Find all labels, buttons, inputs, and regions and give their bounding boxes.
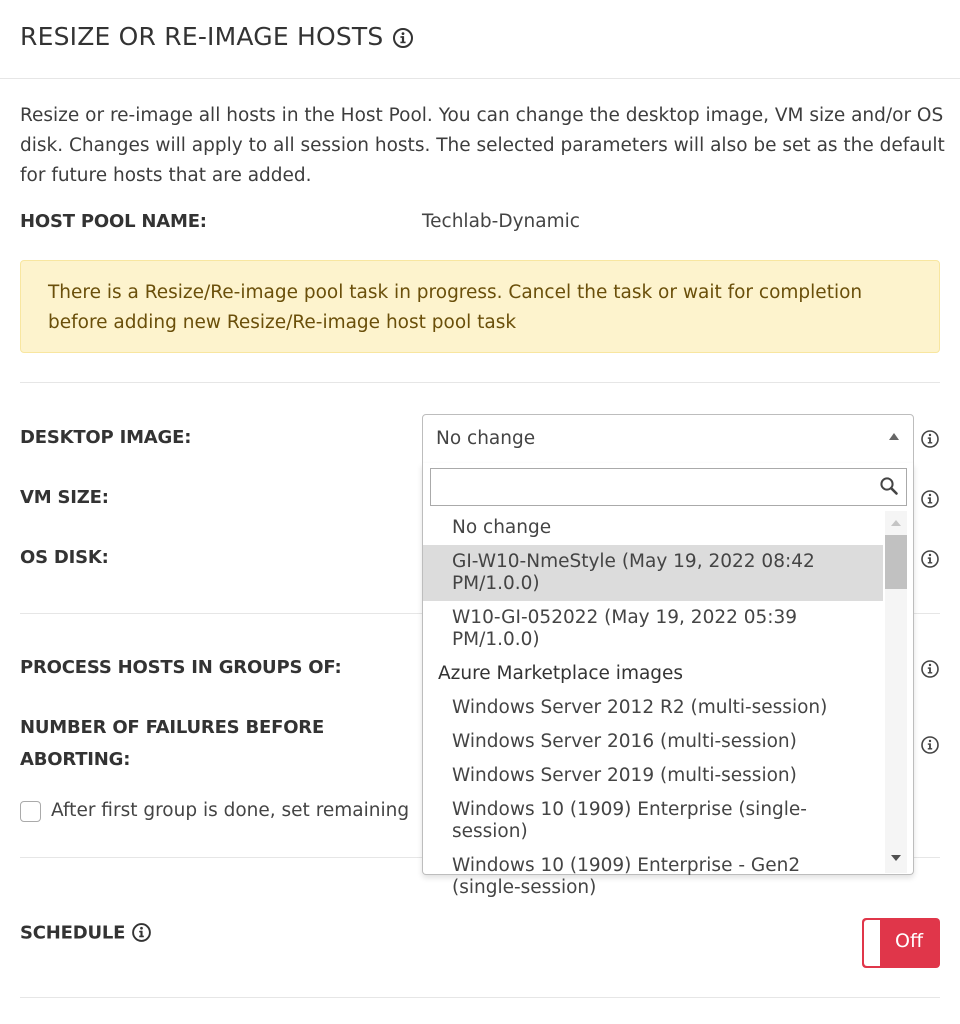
info-circle-icon[interactable] <box>920 429 940 453</box>
desktop-image-label: DESKTOP IMAGE: <box>20 427 192 448</box>
schedule-label-text: SCHEDULE <box>20 922 126 944</box>
dropdown-option[interactable]: GI-W10-NmeStyle (May 19, 2022 08:42 PM/1.0.0) <box>423 545 883 601</box>
search-icon <box>879 476 899 500</box>
dropdown-group-header: Azure Marketplace images <box>438 663 684 684</box>
host-pool-name-label: HOST POOL NAME: <box>20 211 207 232</box>
dropdown-option[interactable]: Windows Server 2012 R2 (multi-session) <box>452 697 828 718</box>
schedule-toggle[interactable] <box>862 918 940 968</box>
scrollbar-thumb[interactable] <box>885 535 907 589</box>
page-title <box>20 22 414 53</box>
info-circle-icon[interactable] <box>920 489 940 513</box>
divider <box>20 997 940 998</box>
vm-size-label: VM SIZE: <box>20 487 109 508</box>
dropdown-option[interactable]: No change <box>452 517 552 538</box>
description-text: Resize or re-image all hosts in the Host Pool. You can change the desktop image, VM size and/or OS disk. Changes will apply to all session hosts. The selected parameters will also be set as the default for future hosts that are added. <box>20 105 945 186</box>
after-first-group-label: After first group is done, set remaining <box>51 800 410 821</box>
toggle-knob <box>864 920 880 966</box>
dropdown-options-list <box>423 511 883 898</box>
task-in-progress-alert: There is a Resize/Re-image pool task in progress. Cancel the task or wait for completion before adding new Resize/Re-image host pool task <box>20 260 940 353</box>
os-disk-label: OS DISK: <box>20 547 109 568</box>
desktop-image-dropdown <box>422 463 914 898</box>
scroll-up-icon[interactable] <box>891 520 901 526</box>
caret-up-icon <box>889 433 899 440</box>
schedule-toggle-label: Off <box>895 930 924 952</box>
desktop-image-selected-value: No change <box>436 428 536 449</box>
dropdown-option[interactable]: Windows 10 (1909) Enterprise - Gen2 (single-session) <box>452 855 801 898</box>
info-circle-icon[interactable] <box>920 735 940 759</box>
desktop-image-select[interactable] <box>422 414 914 464</box>
scroll-down-icon[interactable] <box>891 855 901 861</box>
failures-label-line2: ABORTING: <box>20 749 131 770</box>
dropdown-option[interactable]: Windows 10 (1909) Enterprise (single-session) <box>452 799 807 842</box>
dropdown-option[interactable]: Windows Server 2019 (multi-session) <box>452 765 797 786</box>
info-circle-icon[interactable] <box>131 922 152 945</box>
divider <box>20 382 940 383</box>
info-circle-icon[interactable] <box>392 24 414 53</box>
info-circle-icon[interactable] <box>920 659 940 683</box>
process-groups-label: PROCESS HOSTS IN GROUPS OF: <box>20 657 342 678</box>
failures-label-line1: NUMBER OF FAILURES BEFORE <box>20 717 325 738</box>
schedule-label <box>20 922 152 945</box>
dialog-header <box>0 0 960 79</box>
dropdown-search-input[interactable] <box>430 468 907 506</box>
host-pool-name-value: Techlab-Dynamic <box>422 211 580 232</box>
after-first-group-checkbox[interactable] <box>20 801 41 822</box>
dropdown-option[interactable]: W10-GI-052022 (May 19, 2022 05:39 PM/1.0.0) <box>452 607 798 650</box>
dropdown-option[interactable]: Windows Server 2016 (multi-session) <box>452 731 797 752</box>
dropdown-scrollbar[interactable] <box>885 511 907 873</box>
page-title-text: RESIZE OR RE-IMAGE HOSTS <box>20 22 384 51</box>
after-first-group-option[interactable] <box>20 797 422 827</box>
info-circle-icon[interactable] <box>920 549 940 573</box>
